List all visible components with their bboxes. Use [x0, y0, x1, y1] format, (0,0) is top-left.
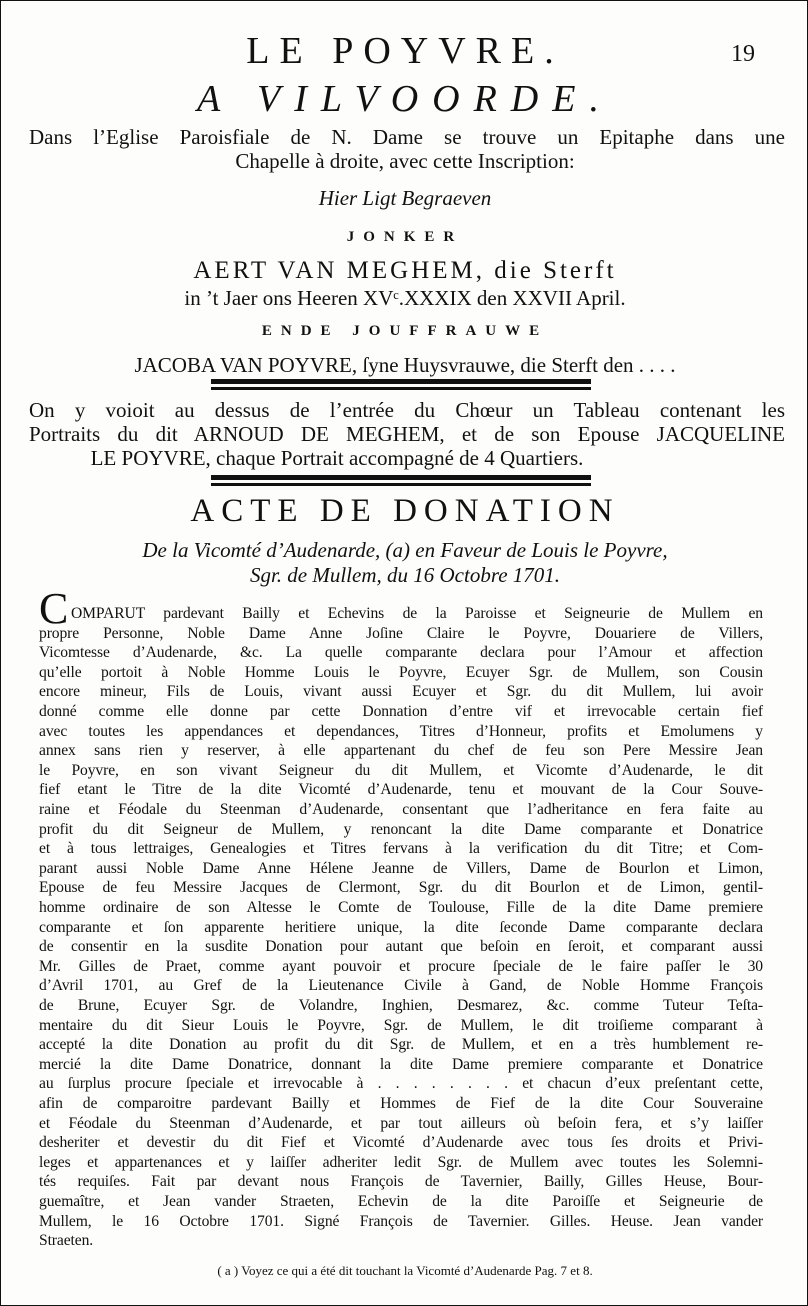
acte-title: ACTE DE DONATION [190, 493, 620, 529]
body-line: encore mineur, Fils de Louis, vivant aussi Ecuyer et Sgr. du dit Mullem, lui avoir [39, 683, 763, 701]
tableau-line-1: On y voioit au dessus de l’entrée du Chœur un Tableau contenant les [29, 398, 785, 422]
body-line: Mr. Gilles de Praet, comme ayant pouvoir et procure ſpeciale de le faire paſſer le 30 [39, 957, 763, 975]
ornament-rule [211, 387, 591, 390]
body-line: avec toutes les appendances et dependances, Titres d’Honneur, profits et Emolumens y [39, 722, 763, 740]
body-line: et Féodale du Steenman d’Audenarde, et par tout ailleurs où beſoin fera, et s’y laiſſer [39, 1114, 763, 1132]
body-line: raine et Féodale du Steenman d’Audenarde, consentant que l’adheritance en fera faite au [39, 801, 763, 818]
body-line: Mullem, le 16 Octobre 1701. Signé François de Tavernier. Gilles. Heuse. Jean vander [39, 1212, 763, 1230]
intro-line-2: Chapelle à droite, avec cette Inscription: [235, 149, 575, 173]
body-line: de consentir en la susdite Donation pour autant que beſoin en ſeroit, et comparant aussi [39, 938, 763, 956]
ornament-rule [211, 379, 591, 384]
acte-subtitle-2: Sgr. de Mullem, du 16 Octobre 1701. [249, 563, 561, 587]
body-line: et à tous lettraiges, Genealogies et Titres fervans à la verification du dit Titre; et Com- [39, 840, 763, 858]
body-line: profit du dit Seigneur de Mullem, y renoncant la dite Dame comparante et Donatrice [39, 820, 763, 838]
body-line: propre Personne, Noble Dame Anne Joſine Claire le Poyvre, Douariere de Villers, [39, 624, 763, 642]
body-line: OMPARUT pardevant Bailly et Echevins de la Paroisse et Seigneurie de Mullem en [71, 605, 763, 622]
body-line: mentaire du dit Sieur Louis le Poyvre, Sgr. de Mullem, le dit troiſieme comparant à [39, 1016, 763, 1034]
epitaph-line-2: JONKER [346, 229, 464, 245]
body-line: Epouse de feu Messire Jacques de Clermont, Sgr. du dit Bourlon et de Limon, gentil- [39, 879, 763, 897]
body-line: Vicomtesse d’Audenarde, &c. La quelle comparante declara pour l’Amour et affection [39, 644, 763, 662]
body-line: annex sans rien y reserver, à elle appartenant du chef de feu son Pere Messire Jean [39, 742, 763, 760]
body-line: fief etant le Titre de la dite Vicomté d’Audenarde, tenu et mouvant de la Cour Souve- [39, 781, 763, 799]
epitaph-line-6: JACOBA VAN POYVRE, ſyne Huysvrauwe, die Sterft den . . . . [134, 353, 676, 377]
body-line: donné comme elle donne par cette Donnation d’entre vif et irrevocable certain fief [39, 703, 763, 720]
intro-line-1: Dans l’Eglise Paroisfiale de N. Dame se trouve un Epitaphe dans une [29, 125, 785, 149]
body-line: mercié la dite Dame Donatrice, donnant la dite Dame premiere comparante et Donatrice [39, 1055, 763, 1073]
epitaph-line-5: ENDE JOUFFRAUWE [261, 323, 549, 339]
acte-subtitle-1: De la Vicomté d’Audenarde, (a) en Faveur de Louis le Poyvre, [142, 538, 668, 562]
tableau-line-3: LE POYVRE, chaque Portrait accompagné de 4 Quartiers. [90, 446, 584, 470]
body-line: le Poyvre, en son vivant Seigneur du dit Mullem, et Vicomte d’Audenarde, le dit [39, 761, 763, 779]
body-line: parant aussi Noble Dame Anne Hélene Jeanne de Villers, Dame de Bourlon et Limon, [39, 859, 763, 877]
body-line: accepté la dite Donation au profit du dit Sgr. de Mullem, et en a très humblement re- [39, 1036, 763, 1054]
ornament-rule [211, 483, 591, 486]
body-line: tés requiſes. Fait par devant nous François de Tavernier, Bailly, Gilles Heuse, Bour- [39, 1173, 763, 1191]
body-line: guemaître, et Jean vander Straeten, Echevin de la dite Paroiſſe et Seigneurie de [39, 1193, 763, 1210]
place-heading: A VILVOORDE. [197, 78, 613, 120]
body-line: leges et appartenances et y laiſſer adheriter ledit Sgr. de Mullem avec toutes les Solemni- [39, 1153, 763, 1171]
body-line: de Brune, Ecuyer Sgr. de Volandre, Inghien, Desmarez, &c. comme Tuteur Teſta- [39, 997, 763, 1014]
body-line: d’Avril 1701, au Gref de la Lieutenance Civile à Gand, de Noble Homme François [39, 977, 763, 995]
running-head: LE POYVRE. [246, 30, 564, 72]
epitaph-line-3: AERT VAN MEGHEM, die Sterft [193, 257, 617, 284]
epitaph-line-1: Hier Ligt Begraeven [318, 186, 492, 210]
body-line: comparante et ſon apparente heritiere unique, la dite ſeconde Dame comparante declara [39, 918, 763, 936]
page-number: 19 [731, 41, 755, 67]
body-line: afin de comparoitre pardevant Bailly et Hommes de Fief de la dite Cour Souveraine [39, 1095, 763, 1112]
body-line: homme ordinaire de son Altesse le Comte de Toulouse, Fille de la dite Dame premiere [39, 899, 763, 916]
ornament-rule [211, 475, 591, 480]
body-line: desheriter et devestir du dit Fief et Vicomté d’Audenarde avec tous ſes droits et Privi- [39, 1134, 763, 1152]
drop-cap: C [39, 584, 69, 633]
body-line: qu’elle portoit à Noble Homme Louis le Poyvre, Ecuyer Sgr. de Mullem, son Cousin [39, 663, 763, 681]
body-line: Straeten. [39, 1232, 94, 1250]
tableau-line-2: Portraits du dit ARNOUD DE MEGHEM, et de son Epouse JACQUELINE [29, 422, 785, 446]
footnote: ( a ) Voyez ce qui a été dit touchant la Vicomté d’Audenarde Pag. 7 et 8. [217, 1263, 593, 1278]
body-line: au ſurplus procure ſpeciale et irrevocable à . . . . . . . . et chacun d’eux preſentant cette, [39, 1075, 763, 1093]
epitaph-line-4: in ’t Jaer ons Heeren XVᶜ.XXXIX den XXVII April. [184, 286, 626, 310]
